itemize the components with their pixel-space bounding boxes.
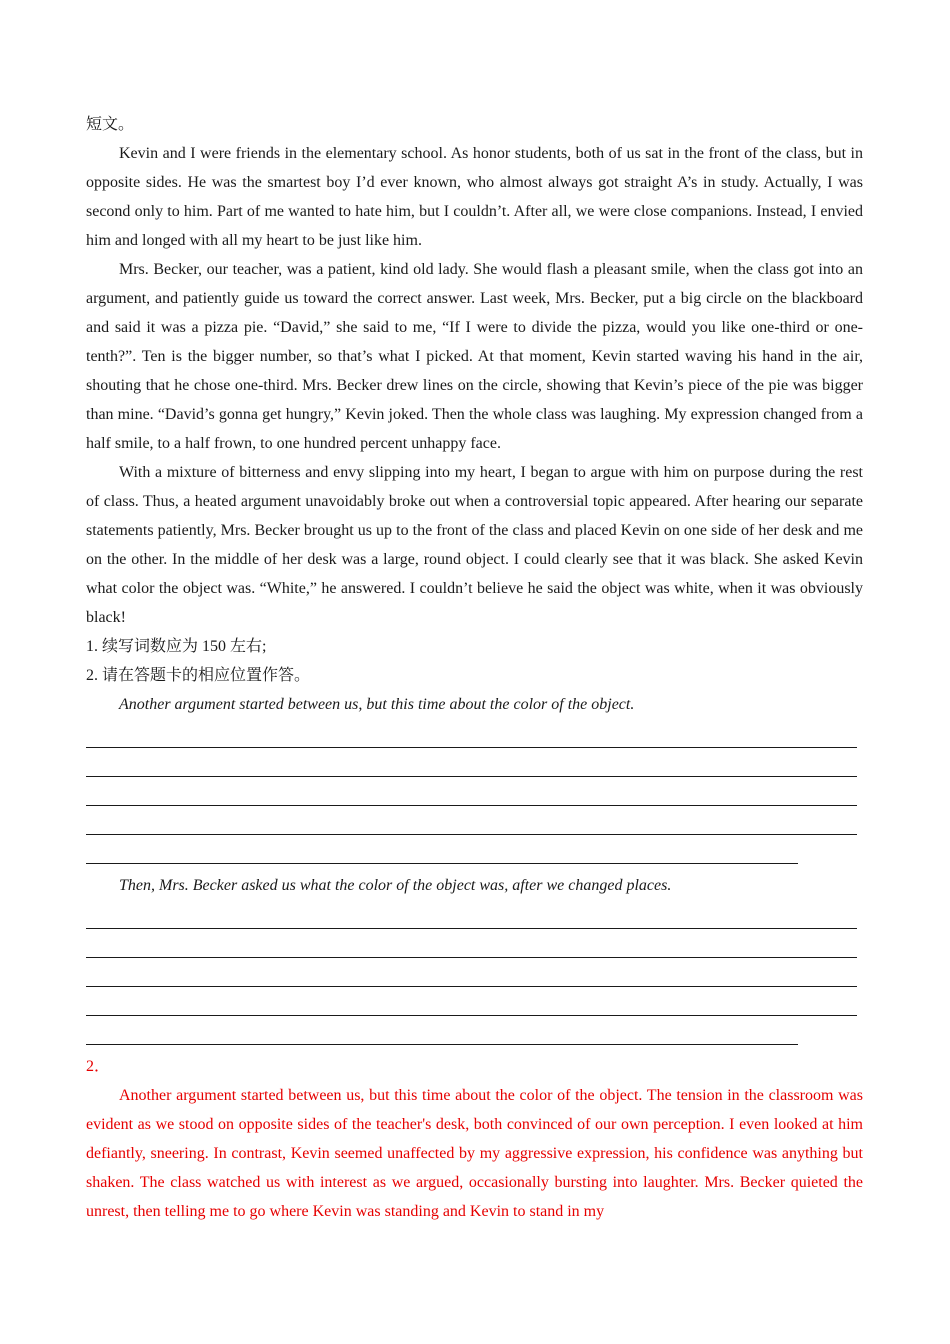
passage-paragraph-1: Kevin and I were friends in the elementary school. As honor students, both of us sat in the front of the class, but in opposite sides. He was the smartest boy I’d ever known, who almost always got straight A’s in study. Actually, I was second only to him. Part of me wanted to hate him, but I couldn’t. After all, we were close companions. Instead, I envied him and longed with all my heart to be just like him.	[86, 145, 863, 249]
model-answer-text: Another argument started between us, but this time about the color of the object. The tension in the classroom was evident as we stood on opposite sides of the teacher's desk, both convinced of our own perception. I even looked at him defiantly, sneering. In contrast, Kevin seemed unaffected by my aggressive expression, his confidence was anything but shaken. The class watched us with interest as we argued, occasionally bursting into laughter. Mrs. Becker quieted the unrest, then telling me to go where Kevin was standing and Kevin to stand in my	[86, 1087, 863, 1220]
document-page	[86, 110, 863, 1226]
writing-line[interactable]	[86, 748, 857, 777]
continuation-prompt-2: Then, Mrs. Becker asked us what the color of the object was, after we changed places.	[119, 877, 672, 894]
writing-line[interactable]	[86, 987, 857, 1016]
writing-line[interactable]	[86, 900, 857, 929]
writing-line[interactable]	[86, 806, 857, 835]
passage-paragraph-3: With a mixture of bitterness and envy slipping into my heart, I began to argue with him on purpose during the rest of class. Thus, a heated argument unavoidably broke out when a controversial topic appeared. After hearing our separate statements patiently, Mrs. Becker brought us up to the front of the class and placed Kevin on one side of her desk and me on the other. In the middle of her desk was a large, round object. I could clearly see that it was black. She asked Kevin what color the object was. “White,” he answered. I couldn’t believe he said the object was white, when it was obviously black!	[86, 464, 863, 626]
answer-lines-1	[86, 719, 863, 864]
requirement-1: 1. 续写词数应为 150 左右;	[86, 638, 267, 655]
writing-line[interactable]	[86, 777, 857, 806]
writing-line[interactable]	[86, 929, 857, 958]
writing-line[interactable]	[86, 958, 857, 987]
continuation-prompt-1: Another argument started between us, but this time about the color of the object.	[119, 696, 635, 713]
answer-lines-2	[86, 900, 863, 1045]
intro-tail: 短文。	[86, 116, 135, 133]
writing-line[interactable]	[86, 835, 798, 864]
answer-number: 2．	[86, 1058, 111, 1075]
writing-line[interactable]	[86, 1016, 798, 1045]
passage-paragraph-2: Mrs. Becker, our teacher, was a patient, kind old lady. She would flash a pleasant smile, when the class got into an argument, and patiently guide us toward the correct answer. Last week, Mrs. Becker, put a big circle on the blackboard and said it was a pizza pie. “David,” she said to me, “If I were to divide the pizza, would you like one-third or one-tenth?”. Ten is the bigger number, so that’s what I picked. At that moment, Kevin started waving his hand in the air, shouting that he chose one-third. Mrs. Becker drew lines on the circle, showing that Kevin’s piece of the pie was bigger than mine. “David’s gonna get hungry,” Kevin joked. Then the whole class was laughing. My expression changed from a half smile, to a half frown, to one hundred percent unhappy face.	[86, 261, 863, 452]
requirement-2: 2. 请在答题卡的相应位置作答。	[86, 667, 311, 684]
writing-line[interactable]	[86, 719, 857, 748]
